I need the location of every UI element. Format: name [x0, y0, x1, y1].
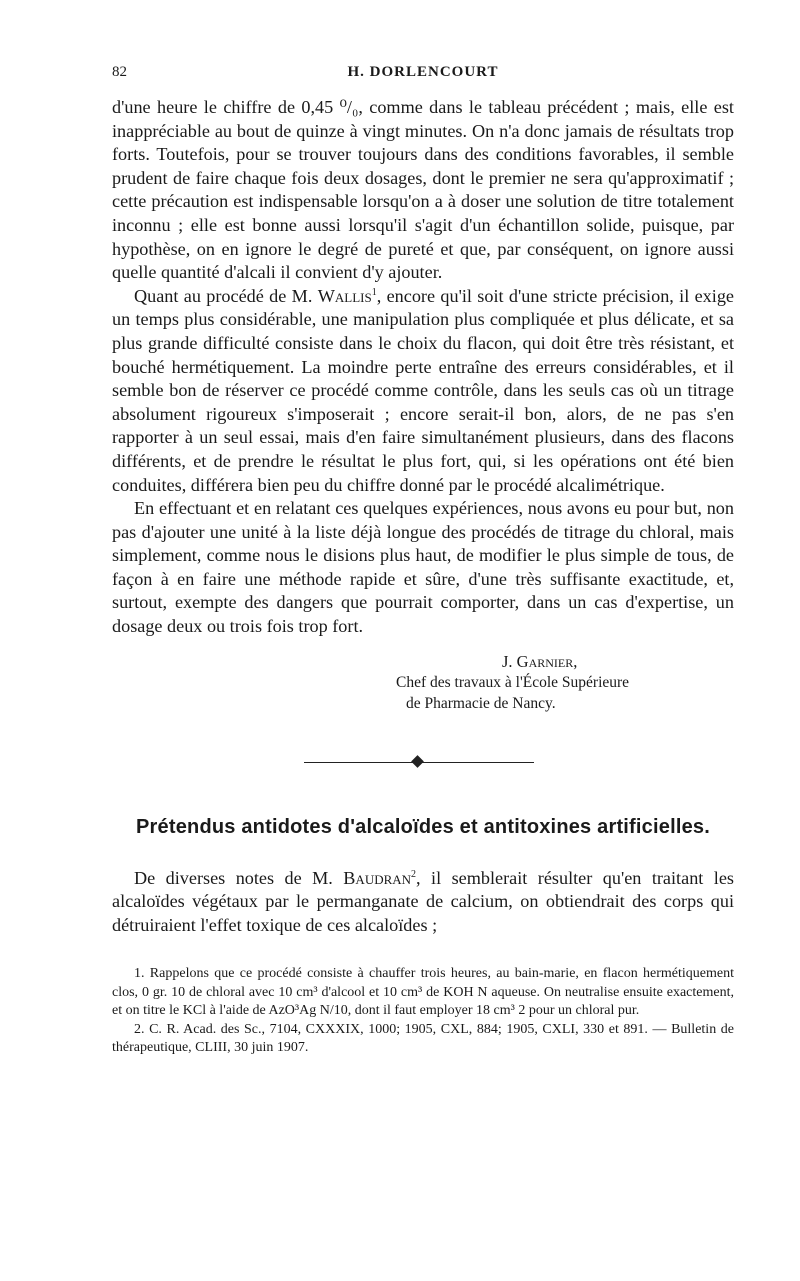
footnote-ref-1[interactable]: 1 — [371, 286, 377, 298]
paragraph-4-start: De diverses notes de M. — [134, 867, 344, 888]
paragraph-4-rest: , il semblerait résulter qu'en traitant les alcaloïdes végétaux par le permanganate de calcium, on obtiendrait des corps qui détruiraient l'effet toxique de ces alcaloïdes ; — [112, 867, 734, 935]
page-header — [112, 58, 734, 88]
running-title: H. DORLENCOURT — [347, 64, 499, 80]
diamond-icon — [411, 755, 424, 768]
page-number: 82 — [112, 64, 127, 80]
paragraph-2-start: Quant au procédé de M. — [134, 285, 318, 306]
author-name-wallis: Wallis — [317, 285, 372, 306]
section-body — [112, 867, 734, 938]
section-title: Prétendus antidotes d'alcaloïdes et antitoxines artificielles. — [136, 815, 710, 838]
paragraph-2-rest: , encore qu'il soit d'une stricte précision, il exige un temps plus considérable, une manipulation plus compliquée et plus délicate, et sa plus grande difficulté consiste dans le choix du flacon, qui doit être très résistant, et bouché hermétiquement. La moindre perte entraîne des erreurs considérables, et il semble bon de réserver ce procédé comme contrôle, dans les seuls cas où un titrage absolument rigoureux s'imposerait ; encore serait-il bon, alors, de ne pas s'en rapporter à un seul essai, mais d'en faire simultanément plusieurs, dans des flacons différents, et de prendre le résultat le plus fort, qui, si les opérations ont été bien conduites, différera bien peu du chiffre donné par le procédé alcalimétrique. — [112, 285, 734, 495]
footnotes — [112, 965, 734, 1058]
paragraph-1: d'une heure le chiffre de 0,45 ⁰/₀, comme dans le tableau précédent ; mais, elle est inappréciable au bout de quinze à vingt minutes. On n'a donc jamais de résultats trop forts. Toutefois, pour se trouver toujours dans des conditions favorables, il semble prudent de faire chaque fois deux dosages, dont le premier ne sera qu'approximatif ; cette précaution est indispensable lorsqu'on a à doser une solution de titre totalement inconnu ; elle est bonne aussi lorsqu'il s'agit d'un échantillon solide, puisque, par hypothèse, on en ignore le degré de pureté et que, par conséquent, on ignore aussi quelle quantité d'alcali il convient d'y ajouter. — [112, 97, 734, 283]
signature-title-line1: Chef des travaux à l'École Supérieure — [396, 673, 630, 691]
paragraph-3: En effectuant et en relatant ces quelques expériences, nous avons eu pour but, non pas d'ajouter une unité à la liste déjà longue des procédés de titrage du chloral, mais simplement, comme nous le disions plus haut, de modifier le plus simple de tous, de façon à en faire une méthode rapide et sûre, d'une très suffisante exactitude, et, surtout, exempte des dangers que pourrait comporter, dans un cas d'expertise, un dosage deux ou trois fois trop fort. — [112, 498, 734, 637]
signature — [112, 651, 734, 714]
paragraph-2 — [112, 285, 734, 497]
paragraph-4 — [112, 867, 734, 938]
footnote-2: 2. C. R. Acad. des Sc., 7104, CXXXIX, 1000; 1905, CXL, 884; 1905, CXLI, 330 et 891. — Bulletin de thérapeutique, CLIII, 30 juin 1907. — [112, 1021, 734, 1056]
signature-title-line2: de Pharmacie de Nancy. — [406, 694, 556, 712]
signature-name: J. Garnier, — [502, 651, 578, 671]
footnote-ref-2[interactable]: 2 — [411, 868, 417, 880]
section-separator — [112, 754, 734, 772]
page — [112, 58, 734, 1058]
article-body — [112, 96, 734, 639]
footnote-1: 1. Rappelons que ce procédé consiste à chauffer trois heures, au bain-marie, en flacon hermétiquement clos, 0 gr. 10 de chloral avec 10 cm³ d'alcool et 10 cm³ de KOH N aqueuse. On neutralise ensuite exactement, et on titre le KCl à l'aide de AzO³Ag N/10, dont il faut employer 18 cm³ 2 pour un chloral pur. — [112, 966, 734, 1019]
author-name-baudran: Baudran — [343, 867, 412, 888]
